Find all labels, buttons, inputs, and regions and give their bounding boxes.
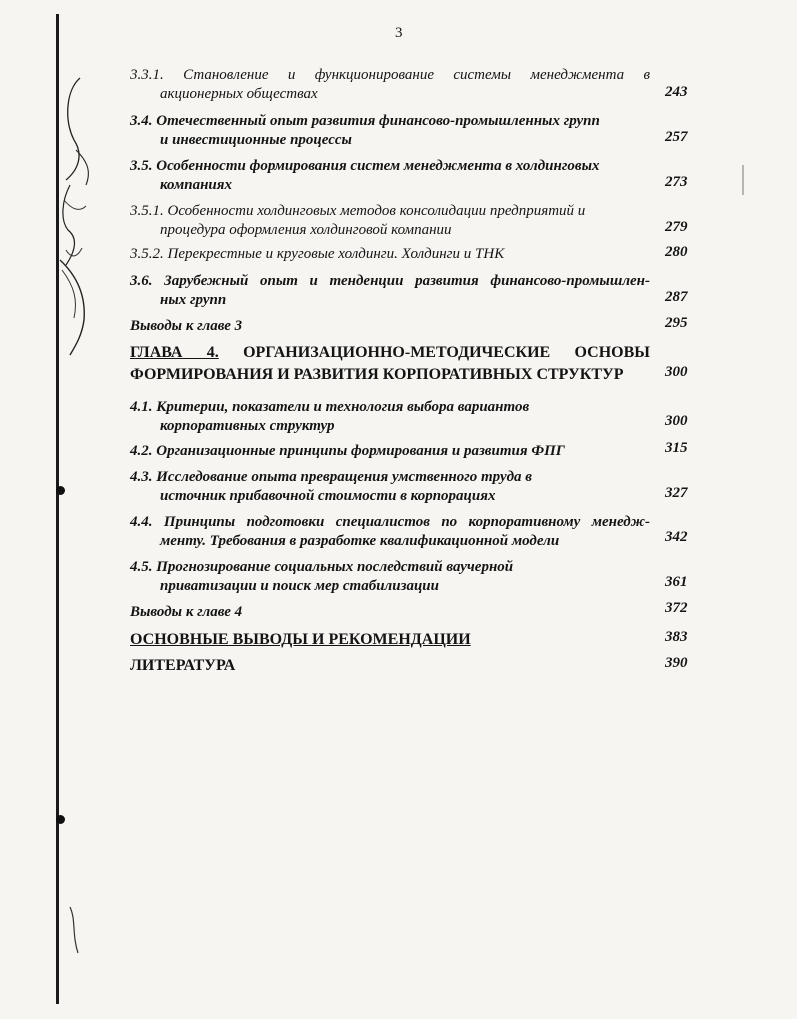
toc-entry (130, 442, 690, 461)
toc-entry-line: 3.5.2. Перекрестные и круговые холдинги. Холдинги и ТНК (130, 246, 505, 262)
toc-entry (130, 157, 690, 195)
toc-entry-line: 3.5. Особенности формирования систем менеджмента в холдинговых (130, 158, 600, 174)
toc-entry (130, 398, 690, 436)
toc-entry-line: Выводы к главе 4 (130, 604, 243, 620)
toc-entry (130, 112, 690, 150)
toc-entry-line: менту. Требования в разработке квалификационной модели (160, 533, 560, 549)
toc-chapter-heading (130, 629, 690, 651)
toc-entry-line: 4.3. Исследование опыта превращения умственного труда в (130, 469, 532, 485)
toc-page-number: 273 (665, 174, 688, 190)
toc-page-number: 342 (665, 529, 688, 545)
toc-page-number: 243 (665, 84, 688, 100)
toc-page-number: 300 (665, 364, 688, 380)
toc-entry-line: 3.5.1. Особенности холдинговых методов консолидации предприятий и (130, 203, 586, 219)
toc-page-number: 383 (665, 629, 688, 645)
toc-entry (130, 513, 690, 551)
toc-chapter-heading (130, 655, 690, 677)
toc-page-number: 257 (665, 129, 688, 145)
toc-page-number: 361 (665, 574, 688, 590)
toc-entry-line: 3.4. Отечественный опыт развития финансово-промышленных групп (130, 113, 600, 129)
toc-entry-line: источник прибавочной стоимости в корпорациях (160, 488, 496, 504)
toc-entry-line: акционерных обществах (160, 86, 318, 102)
toc-entry-line: компаниях (160, 177, 232, 193)
toc-entry-line: 4.1. Критерии, показатели и технология выбора вариантов (130, 399, 530, 415)
margin-tick (740, 165, 746, 195)
toc-page-number: 287 (665, 289, 688, 305)
toc-entry (130, 245, 690, 264)
toc-page-number: 372 (665, 600, 688, 616)
toc-entry-line: 3.3.1. Становление и функционирование системы менеджмента в (130, 67, 650, 83)
toc-entry (130, 468, 690, 506)
toc-entry-line: приватизации и поиск мер стабилизации (160, 578, 439, 594)
toc-page-number: 280 (665, 244, 688, 260)
toc-entry-line: процедура оформления холдинговой компании (160, 222, 452, 238)
toc-entry-line: ГЛАВА 4. ОРГАНИЗАЦИОННО-МЕТОДИЧЕСКИЕ ОСНОВЫ (130, 344, 650, 361)
toc-page-number: 390 (665, 655, 688, 671)
toc-entry-line: ФОРМИРОВАНИЯ И РАЗВИТИЯ КОРПОРАТИВНЫХ СТРУКТУР (130, 366, 624, 383)
punch-hole-mark (56, 815, 65, 824)
toc-entry-line: ных групп (160, 292, 227, 308)
toc-entry (130, 66, 690, 104)
toc-page-number: 279 (665, 219, 688, 235)
toc-entry-line: ЛИТЕРАТУРА (130, 657, 236, 674)
toc-entry-line: 4.4. Принципы подготовки специалистов по корпоративному менедж- (130, 514, 650, 530)
toc-entry-line: и инвестиционные процессы (160, 132, 352, 148)
toc-entry (130, 317, 690, 336)
toc-entry-line: корпоративных структур (160, 418, 335, 434)
chapter-label: ГЛАВА 4. (130, 344, 219, 361)
margin-sketch (56, 60, 106, 360)
page-number: 3 (395, 25, 403, 41)
toc-entry-line: ОСНОВНЫЕ ВЫВОДЫ И РЕКОМЕНДАЦИИ (130, 631, 471, 648)
toc-entry (130, 272, 690, 310)
toc-entry-line: 4.5. Прогнозирование социальных последствий ваучерной (130, 559, 514, 575)
toc-chapter-heading (130, 342, 690, 386)
toc-page-number: 327 (665, 485, 688, 501)
toc-entry (130, 558, 690, 596)
punch-hole-mark (56, 486, 65, 495)
toc-entry-line: Выводы к главе 3 (130, 318, 243, 334)
toc-entry (130, 600, 690, 622)
toc-page-number: 295 (665, 315, 688, 331)
toc-entry (130, 202, 690, 240)
margin-scribble (68, 905, 82, 955)
toc-entry-line: 3.6. Зарубежный опыт и тенденции развития финансово-промышлен- (130, 273, 650, 289)
toc-page-number: 300 (665, 413, 688, 429)
toc-entry-line: 4.2. Организационные принципы формирования и развития ФПГ (130, 443, 565, 459)
toc-page-number: 315 (665, 440, 688, 456)
